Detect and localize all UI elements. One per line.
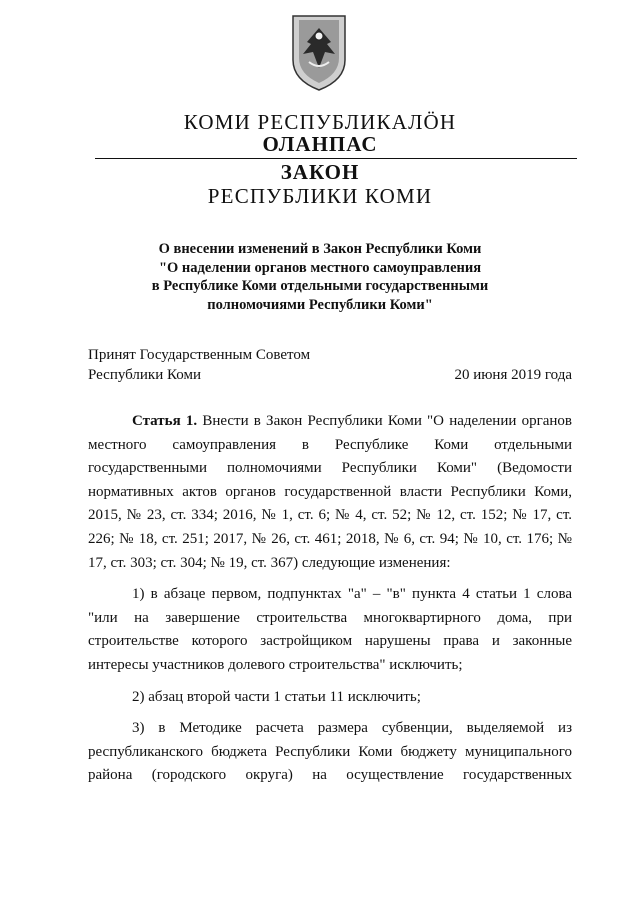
header-zakon: ЗАКОН [280,160,360,184]
list-item: 3) в Методике расчета размера субвенции, выделяемой из республиканского бюджета Республики Коми бюджету муниципального района (городского округа) на осуществление государственных [88,720,572,784]
coat-of-arms-emblem [289,12,349,92]
article-label: Статья 1. [132,413,198,429]
article-intro: Внести в Закон Республики Коми "О наделении органов местного самоуправления в Республике Коми отдельными государственными полномочиями Республики Коми" (Ведомости нормативных актов органов государственной власти Республики Коми, 2015, № 23, ст. 334; 2016, № 1, ст. 6; № 4, ст. 52; № 12, ст. 152; № 17, ст. 226; № 18, ст. 251; 2017, № 26, ст. 461; 2018, № 6, ст. 94; № 10, ст. 176; № 17, ст. 303; ст. 304; № 19, ст. 367) следующие изменения: [88,413,572,571]
list-item: 1) в абзаце первом, подпунктах "а" – "в" пункта 4 статьи 1 слова "или на завершение строительства многоквартирного дома, при строительстве которого застройщиком нарушены права и законные интересы участников долевого строительства" исключить; [88,586,572,673]
law-title-line: полномочиями Республики Коми" [207,296,433,313]
law-title [60,240,580,314]
header-olanpas: ОЛАНПАС [262,132,378,156]
law-title-line: "О наделении органов местного самоуправления [158,259,482,276]
article-paragraph [88,410,572,575]
adopted-line: Республики Коми [88,367,201,383]
law-title-line: в Республике Коми отдельными государственными [151,278,489,294]
adoption-date: 20 июня 2019 года [454,367,572,383]
law-title-line: О внесении изменений в Закон Республики Коми [158,241,482,257]
header-respubliki: РЕСПУБЛИКИ КОМИ [207,184,433,208]
adopted-line: Принят Государственным Советом [88,347,311,363]
document-body [88,410,572,796]
header-komi-line: КОМИ РЕСПУБЛИКАЛÖН [183,110,457,134]
adopted-by [88,345,310,385]
header-divider [95,158,577,159]
list-item: 2) абзац второй части 1 статьи 11 исключить; [132,688,421,705]
